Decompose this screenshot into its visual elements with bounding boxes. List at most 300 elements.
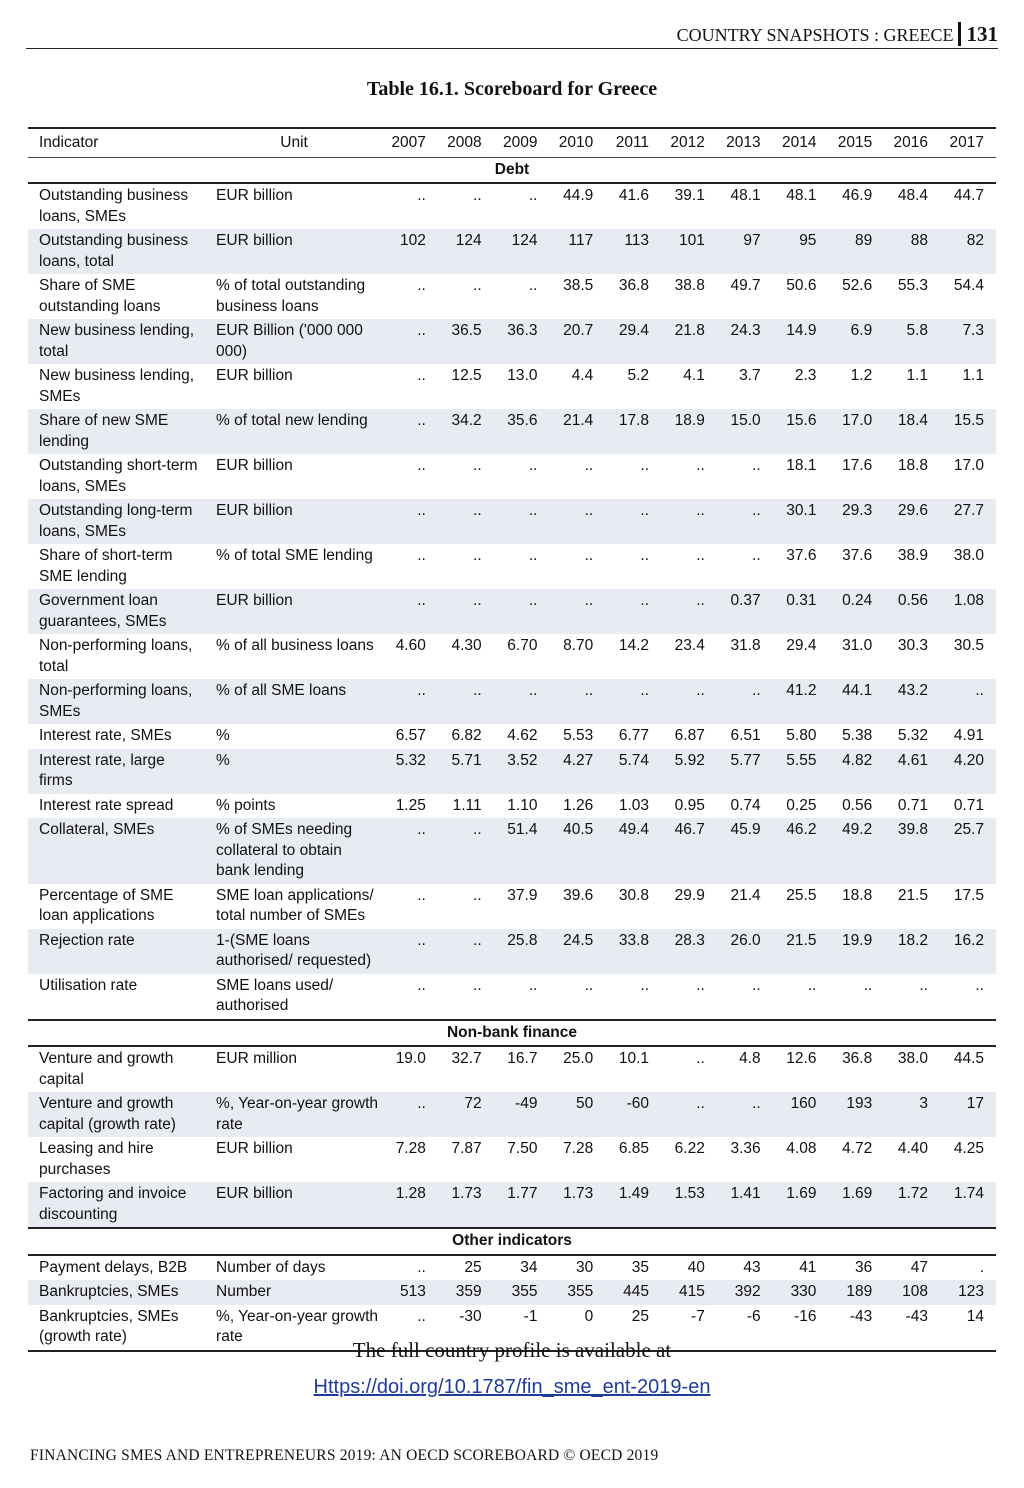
value-cell: 5.8 — [884, 319, 940, 364]
indicator-cell: Venture and growth capital — [39, 1050, 174, 1088]
value-cell: 4.25 — [953, 1140, 984, 1157]
value-cell: .. — [438, 499, 494, 544]
value-cell: 40.5 — [549, 818, 605, 884]
value-cell: 1.28 — [382, 1182, 438, 1228]
value-cell: 30.5 — [953, 637, 984, 654]
unit-cell: EUR billion — [216, 187, 293, 204]
value-cell: .. — [473, 886, 482, 904]
value-cell: 0.37 — [717, 589, 773, 634]
availability-note: The full country profile is available at — [352, 1338, 672, 1362]
value-cell: .. — [605, 589, 661, 634]
value-cell: 30.3 — [897, 637, 929, 654]
indicator-cell: Outstanding short-term loans, SMEs — [39, 457, 198, 495]
value-cell: 102 — [382, 229, 438, 274]
value-cell: 55.3 — [897, 277, 929, 294]
value-cell: .. — [640, 976, 650, 994]
section-header-row — [28, 1020, 996, 1047]
indicator-cell: Factoring and invoice discounting — [28, 1182, 206, 1228]
value-cell: 5.55 — [773, 749, 829, 794]
value-cell: 46.9 — [842, 187, 873, 204]
value-cell: 52.6 — [842, 277, 873, 294]
value-cell: 1.73 — [549, 1182, 605, 1228]
value-cell: 3.7 — [739, 367, 761, 384]
value-cell: -1 — [494, 1305, 550, 1351]
value-cell: .. — [473, 457, 482, 474]
value-cell: .. — [549, 679, 605, 724]
table-title: Table 16.1. Scoreboard for Greece — [366, 78, 658, 100]
value-cell: .. — [584, 457, 594, 474]
value-cell: .. — [417, 187, 426, 204]
value-cell: 4.82 — [828, 749, 884, 794]
value-cell: .. — [382, 1305, 438, 1351]
value-cell: .. — [417, 277, 426, 294]
value-cell: 189 — [828, 1280, 884, 1305]
year-header: 2009 — [494, 128, 550, 157]
value-cell: 24.5 — [549, 929, 605, 974]
value-cell: 29.3 — [828, 499, 884, 544]
indicator-cell: Interest rate, SMEs — [39, 727, 172, 744]
value-cell: 1.1 — [962, 367, 984, 384]
section-debt — [28, 157, 996, 1020]
value-cell: 0.95 — [674, 796, 705, 814]
unit-cell: % of all SME loans — [206, 679, 382, 724]
country-profile-link[interactable]: Https://doi.org/10.1787/fin_sme_ent-2019-en — [313, 1376, 711, 1398]
value-cell: .. — [661, 499, 717, 544]
value-cell: 1.11 — [452, 796, 482, 814]
value-cell: .. — [494, 679, 550, 724]
value-cell: 6.9 — [828, 319, 884, 364]
value-cell: 4.1 — [683, 367, 705, 384]
year-header: 2011 — [605, 128, 661, 157]
scoreboard-table — [28, 127, 996, 1352]
value-cell: 72 — [438, 1092, 494, 1137]
value-cell: 39.8 — [884, 818, 940, 884]
table-row — [28, 1092, 996, 1137]
value-cell: .. — [717, 1092, 773, 1137]
table-row — [28, 884, 996, 929]
page-number: 131 — [958, 22, 999, 46]
value-cell: 6.70 — [507, 637, 538, 654]
value-cell: 97 — [717, 229, 773, 274]
unit-cell: EUR billion — [206, 589, 382, 634]
value-cell: .. — [382, 409, 438, 454]
unit-cell: Number of days — [216, 1258, 326, 1276]
indicator-cell: Interest rate spread — [39, 796, 174, 814]
indicator-cell: Interest rate, large firms — [28, 749, 206, 794]
value-cell: 39.1 — [674, 187, 705, 204]
table-row — [28, 1137, 996, 1182]
value-cell: 5.32 — [382, 749, 438, 794]
section-title: Debt — [28, 157, 996, 183]
unit-cell: EUR billion — [216, 457, 293, 474]
value-cell: 18.1 — [786, 457, 817, 474]
value-cell: 46.7 — [661, 818, 717, 884]
value-cell: 41 — [799, 1258, 817, 1276]
value-cell: 124 — [438, 229, 494, 274]
value-cell: .. — [807, 976, 817, 994]
table-row — [28, 749, 996, 794]
unit-cell: SME loans used/ authorised — [216, 976, 334, 1014]
indicator-cell: Percentage of SME loan applications — [39, 886, 174, 924]
value-cell: 4.61 — [884, 749, 940, 794]
value-cell: 25.7 — [940, 818, 996, 884]
unit-cell: EUR billion — [216, 1140, 293, 1157]
value-cell: .. — [417, 1258, 426, 1276]
value-cell: 16.2 — [940, 929, 996, 974]
unit-cell: EUR billion — [206, 1182, 382, 1228]
indicator-cell: Utilisation rate — [39, 976, 138, 994]
value-cell: 359 — [438, 1280, 494, 1305]
value-cell: 5.32 — [897, 727, 929, 744]
value-cell: 49.4 — [605, 818, 661, 884]
value-cell: .. — [473, 187, 482, 204]
value-cell: 38.9 — [897, 547, 929, 564]
value-cell: 15.6 — [773, 409, 829, 454]
unit-cell: EUR million — [216, 1050, 297, 1067]
table-header-row — [28, 128, 996, 157]
value-cell: 18.9 — [661, 409, 717, 454]
value-cell: 95 — [773, 229, 829, 274]
value-cell: .. — [494, 589, 550, 634]
value-cell: 193 — [828, 1092, 884, 1137]
value-cell: .. — [940, 679, 996, 724]
indicator-cell: Share of new SME lending — [28, 409, 206, 454]
value-cell: .. — [528, 976, 538, 994]
table-row — [28, 1280, 996, 1305]
value-cell: 18.2 — [884, 929, 940, 974]
unit-cell: EUR billion — [206, 499, 382, 544]
running-title: COUNTRY SNAPSHOTS : GREECE — [676, 25, 954, 45]
value-cell: 1.2 — [850, 367, 873, 384]
value-cell: 1.73 — [438, 1182, 494, 1228]
value-cell: .. — [863, 976, 873, 994]
value-cell: 36 — [854, 1258, 873, 1276]
value-cell: 17.5 — [953, 886, 984, 904]
year-header: 2010 — [549, 128, 605, 157]
value-cell: 1.69 — [773, 1182, 829, 1228]
value-cell: 23.4 — [674, 637, 705, 654]
value-cell: 513 — [382, 1280, 438, 1305]
unit-cell: 1-(SME loans authorised/ requested) — [206, 929, 382, 974]
value-cell: . — [979, 1258, 984, 1276]
value-cell: 4.4 — [571, 367, 594, 384]
table-row — [28, 1255, 996, 1281]
value-cell: 1.72 — [884, 1182, 940, 1228]
value-cell: .. — [438, 589, 494, 634]
value-cell: 21.5 — [897, 886, 929, 904]
value-cell: 5.80 — [786, 727, 817, 744]
value-cell: 24.3 — [717, 319, 773, 364]
value-cell: 3 — [884, 1092, 940, 1137]
indicator-cell: Outstanding business loans, SMEs — [39, 187, 189, 225]
value-cell: .. — [696, 1050, 705, 1067]
indicator-cell: Outstanding long-term loans, SMEs — [28, 499, 206, 544]
value-cell: 4.27 — [549, 749, 605, 794]
value-cell: 7.28 — [395, 1140, 426, 1157]
value-cell: .. — [696, 976, 705, 994]
value-cell: 26.0 — [717, 929, 773, 974]
value-cell: 37.6 — [786, 547, 817, 564]
value-cell: 35.6 — [494, 409, 550, 454]
table-row — [28, 724, 996, 749]
table-row — [28, 794, 996, 819]
value-cell: 445 — [605, 1280, 661, 1305]
value-cell: 35 — [631, 1258, 650, 1276]
value-cell: 27.7 — [940, 499, 996, 544]
value-cell: 36.8 — [618, 277, 650, 294]
value-cell: 5.53 — [563, 727, 594, 744]
value-cell: 48.1 — [730, 187, 761, 204]
value-cell: 88 — [884, 229, 940, 274]
table-row — [28, 1046, 996, 1092]
unit-cell: % of SMEs needing collateral to obtain bank lending — [206, 818, 382, 884]
value-cell: 4.60 — [395, 637, 426, 654]
value-cell: 0 — [549, 1305, 605, 1351]
indicator-cell: Outstanding business loans, total — [28, 229, 206, 274]
value-cell: .. — [661, 1092, 717, 1137]
section-title: Non-bank finance — [28, 1020, 996, 1047]
value-cell: 5.2 — [627, 367, 650, 384]
value-cell: .. — [584, 547, 594, 564]
value-cell: -43 — [828, 1305, 884, 1351]
value-cell: 14 — [940, 1305, 996, 1351]
value-cell: 25.5 — [786, 886, 817, 904]
value-cell: 415 — [661, 1280, 717, 1305]
value-cell: 36.3 — [494, 319, 550, 364]
value-cell: 44.1 — [828, 679, 884, 724]
value-cell: .. — [382, 589, 438, 634]
value-cell: 355 — [494, 1280, 550, 1305]
value-cell: 1.26 — [563, 796, 594, 814]
value-cell: 14.2 — [618, 637, 650, 654]
value-cell: 25 — [464, 1258, 482, 1276]
value-cell: 29.6 — [884, 499, 940, 544]
indicator-cell: Bankruptcies, SMEs (growth rate) — [28, 1305, 206, 1351]
value-cell: 1.41 — [717, 1182, 773, 1228]
value-cell: 25 — [605, 1305, 661, 1351]
indicator-cell: New business lending, SMEs — [39, 367, 195, 405]
value-cell: 15.5 — [940, 409, 996, 454]
value-cell: 117 — [549, 229, 605, 274]
value-cell: .. — [438, 679, 494, 724]
value-cell: .. — [382, 1092, 438, 1137]
value-cell: 20.7 — [549, 319, 605, 364]
value-cell: 82 — [940, 229, 996, 274]
value-cell: 29.9 — [674, 886, 705, 904]
value-cell: 4.72 — [842, 1140, 873, 1157]
value-cell: .. — [549, 499, 605, 544]
value-cell: 36.8 — [842, 1050, 873, 1067]
value-cell: 5.92 — [661, 749, 717, 794]
year-header: 2017 — [940, 128, 996, 157]
value-cell: 5.71 — [438, 749, 494, 794]
value-cell: 38.0 — [953, 547, 984, 564]
value-cell: .. — [528, 277, 538, 294]
table-row — [28, 409, 996, 454]
value-cell: 54.4 — [953, 277, 984, 294]
value-cell: 18.4 — [884, 409, 940, 454]
value-cell: 17.6 — [842, 457, 873, 474]
value-cell: 0.25 — [786, 796, 817, 814]
value-cell: 18.8 — [897, 457, 929, 474]
value-cell: .. — [661, 679, 717, 724]
table-row — [28, 319, 996, 364]
value-cell: 19.9 — [828, 929, 884, 974]
year-header: 2008 — [438, 128, 494, 157]
unit-cell: % points — [216, 796, 276, 814]
value-cell: 45.9 — [717, 818, 773, 884]
value-cell: 1.03 — [618, 796, 650, 814]
value-cell: 37.9 — [507, 886, 538, 904]
value-cell: 40 — [687, 1258, 705, 1276]
value-cell: 31.8 — [730, 637, 761, 654]
indicator-cell: Non-performing loans, SMEs — [28, 679, 206, 724]
table-row — [28, 454, 996, 499]
unit-cell: %, Year-on-year growth rate — [206, 1092, 382, 1137]
indicator-cell: Government loan guarantees, SMEs — [28, 589, 206, 634]
indicator-cell: Share of short-term SME lending — [39, 547, 173, 585]
value-cell: 4.08 — [786, 1140, 817, 1157]
year-header: 2016 — [884, 128, 940, 157]
value-cell: -16 — [773, 1305, 829, 1351]
table-row — [28, 818, 996, 884]
value-cell: 0.56 — [884, 589, 940, 634]
value-cell: 44.5 — [953, 1050, 984, 1067]
value-cell: 6.22 — [674, 1140, 705, 1157]
value-cell: .. — [382, 499, 438, 544]
value-cell: -49 — [494, 1092, 550, 1137]
value-cell: 30.8 — [618, 886, 650, 904]
value-cell: .. — [473, 547, 482, 564]
value-cell: 38.5 — [563, 277, 594, 294]
value-cell: 21.4 — [730, 886, 761, 904]
table-row — [28, 544, 996, 589]
value-cell: .. — [417, 886, 426, 904]
year-header: 2015 — [828, 128, 884, 157]
value-cell: .. — [605, 679, 661, 724]
value-cell: 30 — [576, 1258, 594, 1276]
section-title: Other indicators — [28, 1228, 996, 1255]
value-cell: 0.71 — [953, 796, 984, 814]
value-cell: .. — [696, 547, 705, 564]
value-cell: 1.1 — [906, 367, 929, 384]
value-cell: 29.4 — [786, 637, 817, 654]
value-cell: 1.25 — [395, 796, 426, 814]
section-other-indicators — [28, 1228, 996, 1351]
value-cell: 48.1 — [786, 187, 817, 204]
table-row — [28, 499, 996, 544]
value-cell: -43 — [884, 1305, 940, 1351]
value-cell: .. — [661, 589, 717, 634]
indicator-cell: Venture and growth capital (growth rate) — [28, 1092, 206, 1137]
value-cell: 4.30 — [451, 637, 482, 654]
value-cell: 6.85 — [618, 1140, 650, 1157]
value-cell: 25.8 — [494, 929, 550, 974]
section-header-row — [28, 1228, 996, 1255]
value-cell: .. — [382, 818, 438, 884]
value-cell: .. — [528, 187, 538, 204]
value-cell: 4.8 — [739, 1050, 761, 1067]
table-row — [28, 634, 996, 679]
value-cell: .. — [717, 679, 773, 724]
value-cell: 46.2 — [773, 818, 829, 884]
value-cell: 392 — [717, 1280, 773, 1305]
unit-column-header: Unit — [206, 128, 382, 157]
table-row — [28, 229, 996, 274]
value-cell: 1.69 — [828, 1182, 884, 1228]
table-row — [28, 364, 996, 409]
unit-cell: % — [216, 727, 230, 744]
value-cell: 4.62 — [507, 727, 538, 744]
value-cell: .. — [752, 457, 761, 474]
value-cell: 29.4 — [605, 319, 661, 364]
value-cell: .. — [382, 929, 438, 974]
value-cell: .. — [382, 319, 438, 364]
value-cell: -6 — [717, 1305, 773, 1351]
table-row — [28, 974, 996, 1020]
year-header: 2012 — [661, 128, 717, 157]
unit-cell: % of total new lending — [206, 409, 382, 454]
value-cell: 0.74 — [730, 796, 761, 814]
value-cell: 7.50 — [507, 1140, 538, 1157]
value-cell: .. — [919, 976, 929, 994]
value-cell: 50.6 — [786, 277, 817, 294]
value-cell: 41.2 — [773, 679, 829, 724]
value-cell: .. — [417, 547, 426, 564]
value-cell: 160 — [773, 1092, 829, 1137]
value-cell: .. — [438, 818, 494, 884]
value-cell: 7.87 — [451, 1140, 482, 1157]
value-cell: .. — [640, 547, 650, 564]
value-cell: 41.6 — [618, 187, 650, 204]
value-cell: 1.77 — [494, 1182, 550, 1228]
value-cell: -30 — [438, 1305, 494, 1351]
value-cell: .. — [494, 499, 550, 544]
indicator-cell: Rejection rate — [28, 929, 206, 974]
value-cell: 108 — [884, 1280, 940, 1305]
value-cell: 3.36 — [730, 1140, 761, 1157]
indicator-cell: Bankruptcies, SMEs — [28, 1280, 206, 1305]
page-footer: FINANCING SMES AND ENTREPRENEURS 2019: AN OECD SCOREBOARD © OECD 2019 — [30, 1447, 659, 1464]
value-cell: 49.7 — [730, 277, 761, 294]
value-cell: 21.8 — [661, 319, 717, 364]
value-cell: .. — [752, 976, 761, 994]
running-header — [26, 22, 998, 49]
unit-cell: % of total SME lending — [216, 547, 373, 564]
indicator-cell: Non-performing loans, total — [39, 637, 193, 675]
value-cell: 6.82 — [451, 727, 482, 744]
value-cell: 1.10 — [507, 796, 538, 814]
value-cell: .. — [549, 589, 605, 634]
value-cell: .. — [640, 457, 650, 474]
value-cell: 330 — [773, 1280, 829, 1305]
value-cell: 355 — [549, 1280, 605, 1305]
section-non-bank-finance — [28, 1020, 996, 1229]
value-cell: 13.0 — [507, 367, 538, 384]
value-cell: 4.20 — [940, 749, 996, 794]
value-cell: 33.8 — [605, 929, 661, 974]
indicator-cell: Leasing and hire purchases — [39, 1140, 154, 1178]
unit-cell: %, Year-on-year growth rate — [206, 1305, 382, 1351]
value-cell: 37.6 — [842, 547, 873, 564]
table-row — [28, 589, 996, 634]
value-cell: 18.8 — [842, 886, 873, 904]
unit-cell: % of total outstanding business loans — [216, 277, 366, 315]
value-cell: 30.1 — [773, 499, 829, 544]
value-cell: 124 — [494, 229, 550, 274]
value-cell: .. — [417, 367, 426, 384]
value-cell: .. — [975, 976, 984, 994]
